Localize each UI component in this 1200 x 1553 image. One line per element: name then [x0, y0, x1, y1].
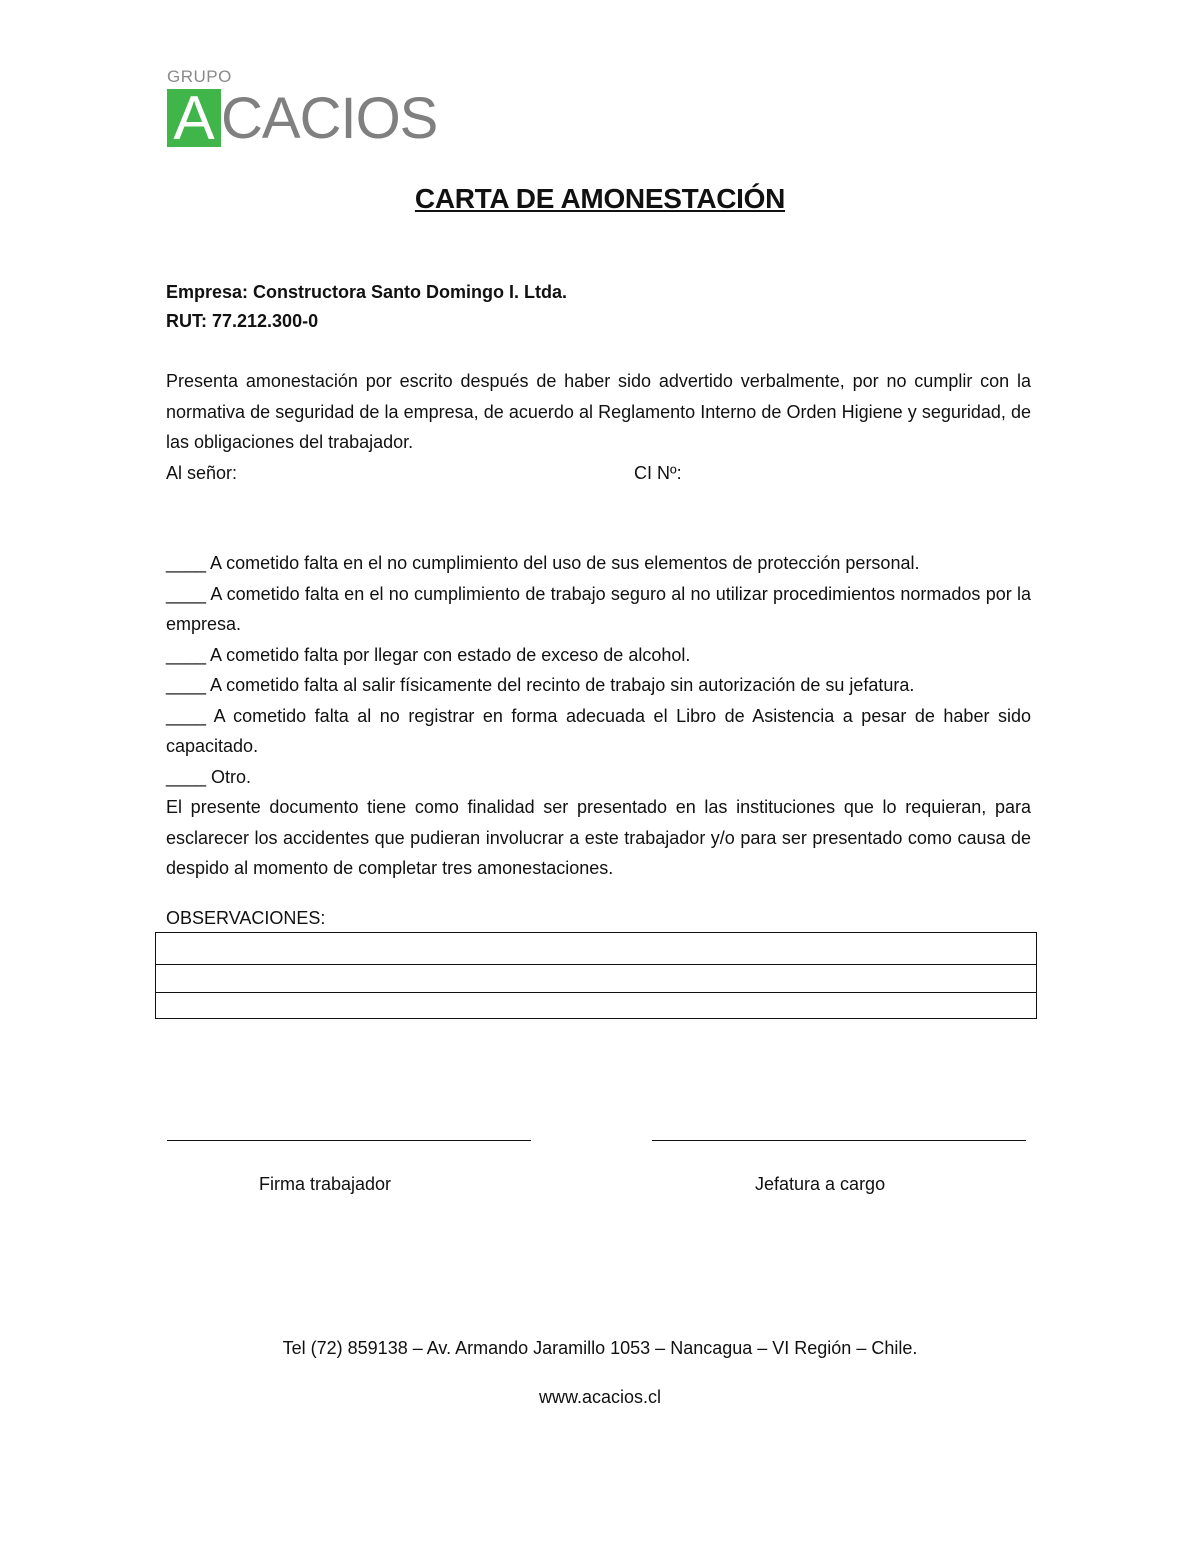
observations-label: OBSERVACIONES: — [166, 908, 326, 928]
manager-signature-label: Jefatura a cargo — [755, 1174, 886, 1194]
option-item: ____ A cometido falta por llegar con estado de exceso de alcohol. — [166, 644, 691, 665]
worker-signature-line — [167, 1140, 531, 1141]
option-item: ____ A cometido falta al no registrar en forma adecuada el Libro de Asistencia a pesar de haber sido capacitado. — [166, 705, 1031, 756]
worker-signature-label: Firma trabajador — [259, 1174, 392, 1194]
ci-field-label: CI Nº: — [634, 463, 682, 483]
logo-grupo-text: GRUPO — [167, 67, 232, 86]
observations-table — [155, 932, 1037, 1019]
closing-paragraph: El presente documento tiene como finalidad ser presentado en las instituciones que lo requieran, para esclarecer los accidentes que pudieran involucrar a este trabajador y/o para ser presentado como causa de despido al momento de completar tres amonestaciones. — [166, 797, 1031, 878]
page-title: CARTA DE AMONESTACIÓN — [414, 183, 786, 214]
observations-row — [156, 993, 1036, 1017]
logo-initial: A — [173, 84, 215, 153]
option-item: ____ A cometido falta en el no cumplimiento del uso de sus elementos de protección personal. — [166, 553, 920, 573]
logo-wordmark: CACIOS — [221, 86, 438, 151]
intro-paragraph: Presenta amonestación por escrito después de haber sido advertido verbalmente, por no cumplir con la normativa de seguridad de la empresa, de acuerdo al Reglamento Interno de Orden Higiene y seguridad, de las obligaciones del trabajador. — [166, 371, 1031, 452]
senor-field-label: Al señor: — [166, 463, 238, 483]
footer-website[interactable]: www.acacios.cl — [538, 1387, 662, 1407]
company-rut: RUT: 77.212.300-0 — [166, 311, 319, 331]
observations-row — [156, 965, 1036, 993]
option-item: ____ A cometido falta en el no cumplimiento de trabajo seguro al no utilizar procedimientos normados por la empresa. — [166, 583, 1031, 634]
company-logo — [167, 67, 438, 153]
option-item: ____ Otro. — [166, 766, 252, 787]
option-item: ____ A cometido falta al salir físicamente del recinto de trabajo sin autorización de su jefatura. — [166, 675, 915, 695]
footer-contact: Tel (72) 859138 – Av. Armando Jaramillo 1053 – Nancagua – VI Región – Chile. — [282, 1338, 918, 1358]
company-name: Empresa: Constructora Santo Domingo I. Ltda. — [166, 282, 568, 302]
observations-row — [156, 933, 1036, 965]
option-list — [166, 548, 1031, 884]
manager-signature-line — [652, 1140, 1026, 1141]
